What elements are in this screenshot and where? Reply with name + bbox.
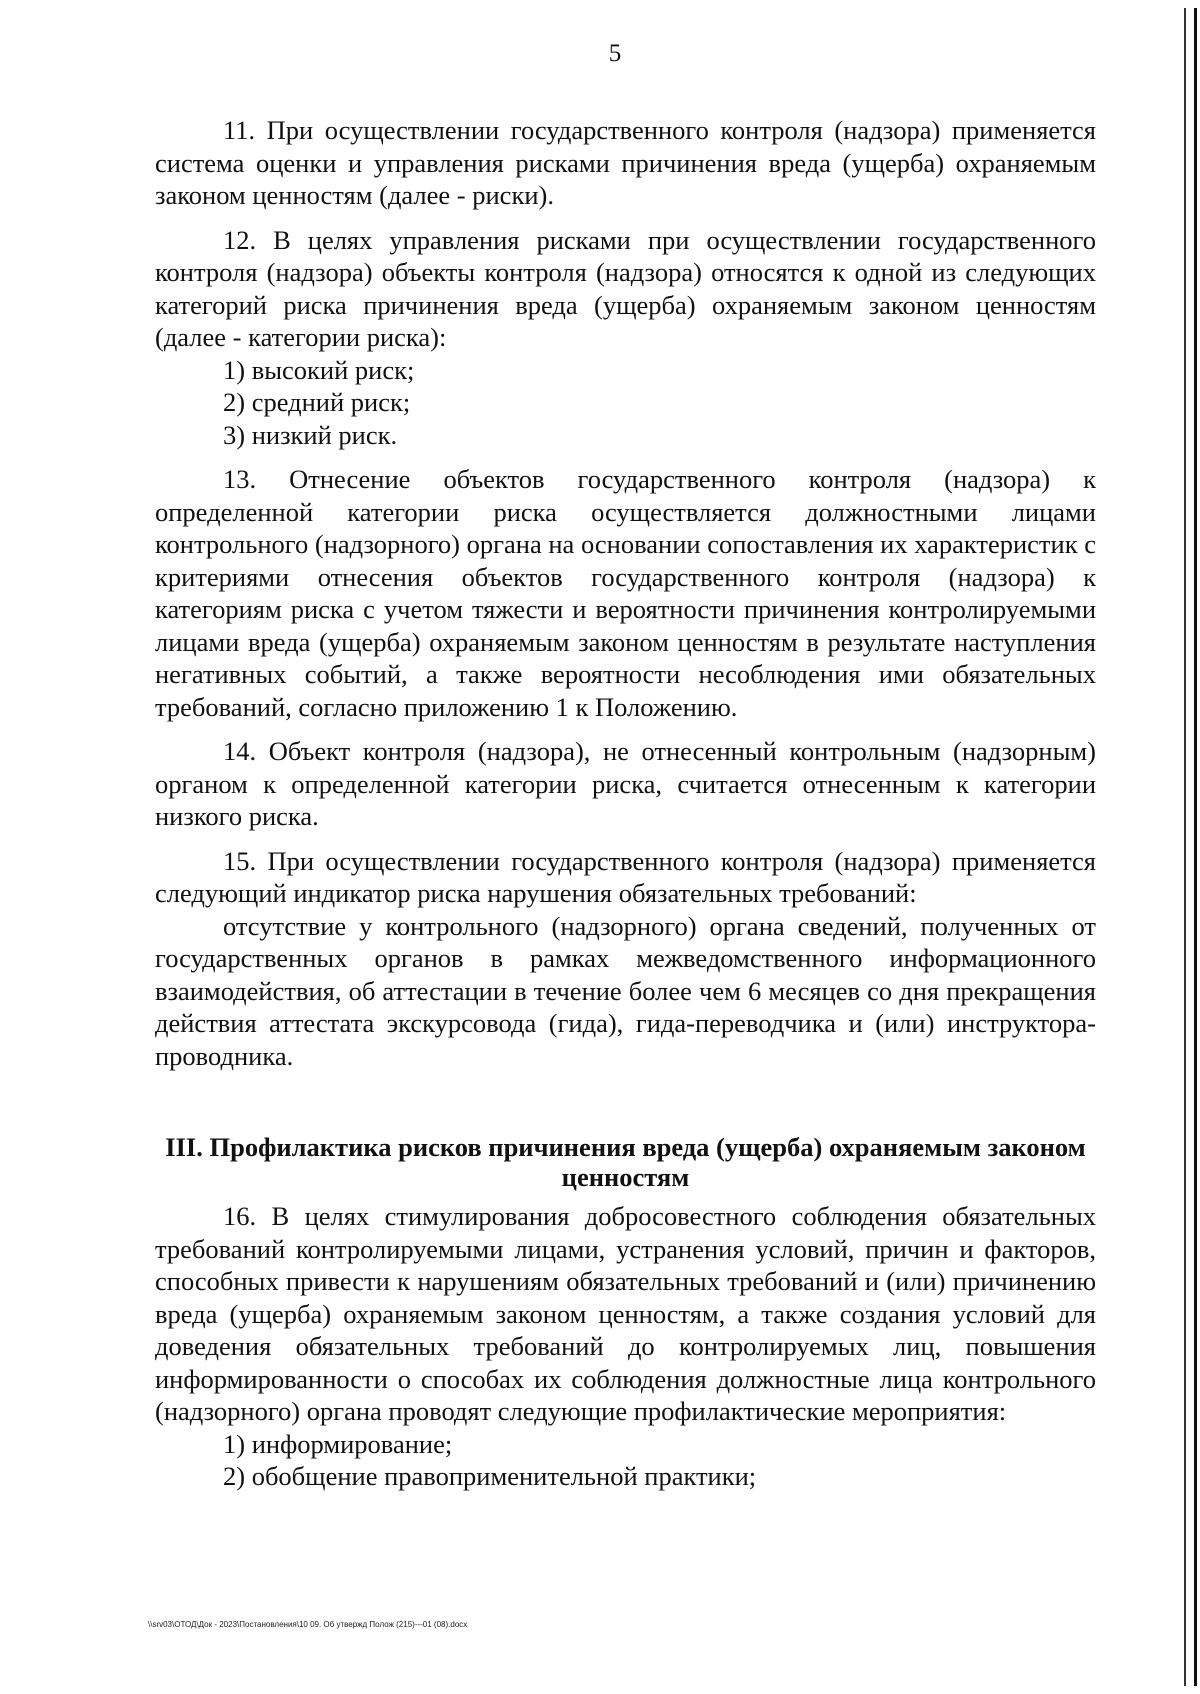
prevention-measures-list [155,1428,1096,1493]
page-number: 5 [608,40,622,67]
paragraph-11: 11. При осуществлении государственного контроля (надзора) применяется система оценки и управления рисками причинения вреда (ущерба) охраняемым законом ценностям (далее - риски). [155,115,1096,210]
paragraph-16: 16. В целях стимулирования добросовестного соблюдения обязательных требований контролируемыми лицами, устранения условий, причин и факторов, способных привести к нарушениям обязательных требований и (или) причинению вреда (ущерба) охраняемым законом ценностям, а также создания условий для доведения обязательных требований до контролируемых лиц, повышения информированности о способах их соблюдения должностные лица контрольного (надзорного) органа проводят следующие профилактические мероприятия: [155,1201,1096,1426]
file-path-footer: \\srv03\ОТОД\Док - 2023\Постановления\10 09. Об утвержд Полож (215)---01 (08).docx [148,1620,468,1629]
list-item: 1) информирование; [223,1428,453,1459]
paragraph-15-continuation: отсутствие у контрольного (надзорного) органа сведений, полученных от государственных органов в рамках межведомственного информационного взаимодействия, об аттестации в течение более чем 6 месяцев со дня прекращения действия аттестата экскурсовода (гида), гида-переводчика и (или) инструктора-проводника. [155,910,1096,1071]
document-body [155,114,1096,1505]
scan-border-inner [1184,8,1186,1686]
scan-border-outer [1194,8,1197,1686]
list-item: 1) высокий риск; [223,354,415,385]
list-item: 2) средний риск; [223,387,411,417]
section-heading: III. Профилактика рисков причинения вреда (ущерба) охраняемым законом ценностям [165,1132,1086,1192]
risk-category-list [155,354,1096,452]
list-item: 2) обобщение правоприменительной практики; [223,1461,757,1491]
list-item: 3) низкий риск. [223,419,398,450]
paragraph-12: 12. В целях управления рисками при осуществлении государственного контроля (надзора) объекты контроля (надзора) относятся к одной из следующих категорий риска причинения вреда (ущерба) охраняемым законом ценностям (далее - категории риска): [155,224,1096,352]
paragraph-14: 14. Объект контроля (надзора), не отнесенный контрольным (надзорным) органом к определенной категории риска, считается отнесенным к категории низкого риска. [155,736,1096,831]
paragraph-15: 15. При осуществлении государственного контроля (надзора) применяется следующий индикатор риска нарушения обязательных требований: [155,845,1096,908]
paragraph-13: 13. Отнесение объектов государственного контроля (надзора) к определенной категории риска осуществляется должностными лицами контрольного (надзорного) органа на основании сопоставления их характеристик с критериями отнесения объектов государственного контроля (надзора) к категориям риска с учетом тяжести и вероятности причинения контролируемыми лицами вреда (ущерба) охраняемым законом ценностям в результате наступления негативных событий, а также вероятности несоблюдения ими обязательных требований, согласно приложению 1 к Положению. [155,464,1096,722]
